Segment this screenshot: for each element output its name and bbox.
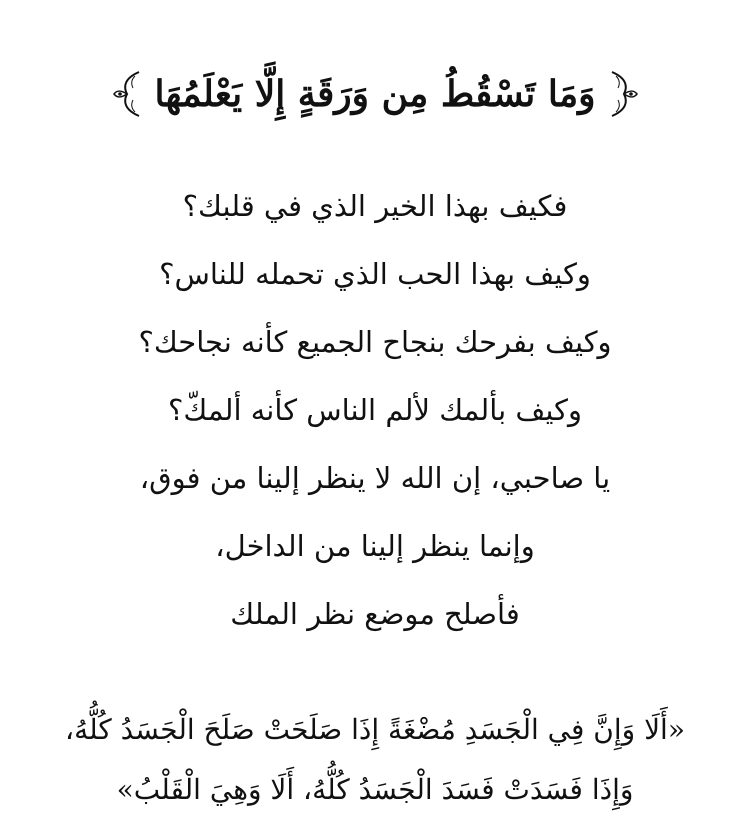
poem-line: وكيف بفرحك بنجاح الجميع كأنه نجاحك؟ — [138, 325, 612, 359]
verse-header — [60, 62, 690, 126]
poem-line: فكيف بهذا الخير الذي في قلبك؟ — [182, 189, 568, 223]
floral-bracket-icon — [111, 68, 145, 120]
poem-line: وكيف بألمك لألم الناس كأنه ألمكّ؟ — [168, 393, 582, 427]
floral-bracket-icon — [606, 68, 640, 120]
poem-line: وكيف بهذا الحب الذي تحمله للناس؟ — [159, 257, 591, 291]
verse-title: وَمَا تَسْقُطُ مِن وَرَقَةٍ إِلَّا يَعْلَمُهَا — [154, 73, 596, 115]
poem-block — [100, 172, 650, 648]
hadith-quote — [50, 700, 700, 820]
poem-line: يا صاحبي، إن الله لا ينظر إلينا من فوق، — [139, 461, 611, 495]
poem-line: وإنما ينظر إلينا من الداخل، — [215, 529, 535, 563]
hadith-line: «أَلَا وَإِنَّ فِي الْجَسَدِ مُضْغَةً إِذَا صَلَحَتْ صَلَحَ الْجَسَدُ كُلُّهُ، — [65, 713, 685, 746]
hadith-line: وَإِذَا فَسَدَتْ فَسَدَ الْجَسَدُ كُلُّهُ، أَلَا وَهِيَ الْقَلْبُ» — [116, 773, 634, 806]
poem-line: فأصلح موضع نظر الملك — [230, 597, 520, 631]
